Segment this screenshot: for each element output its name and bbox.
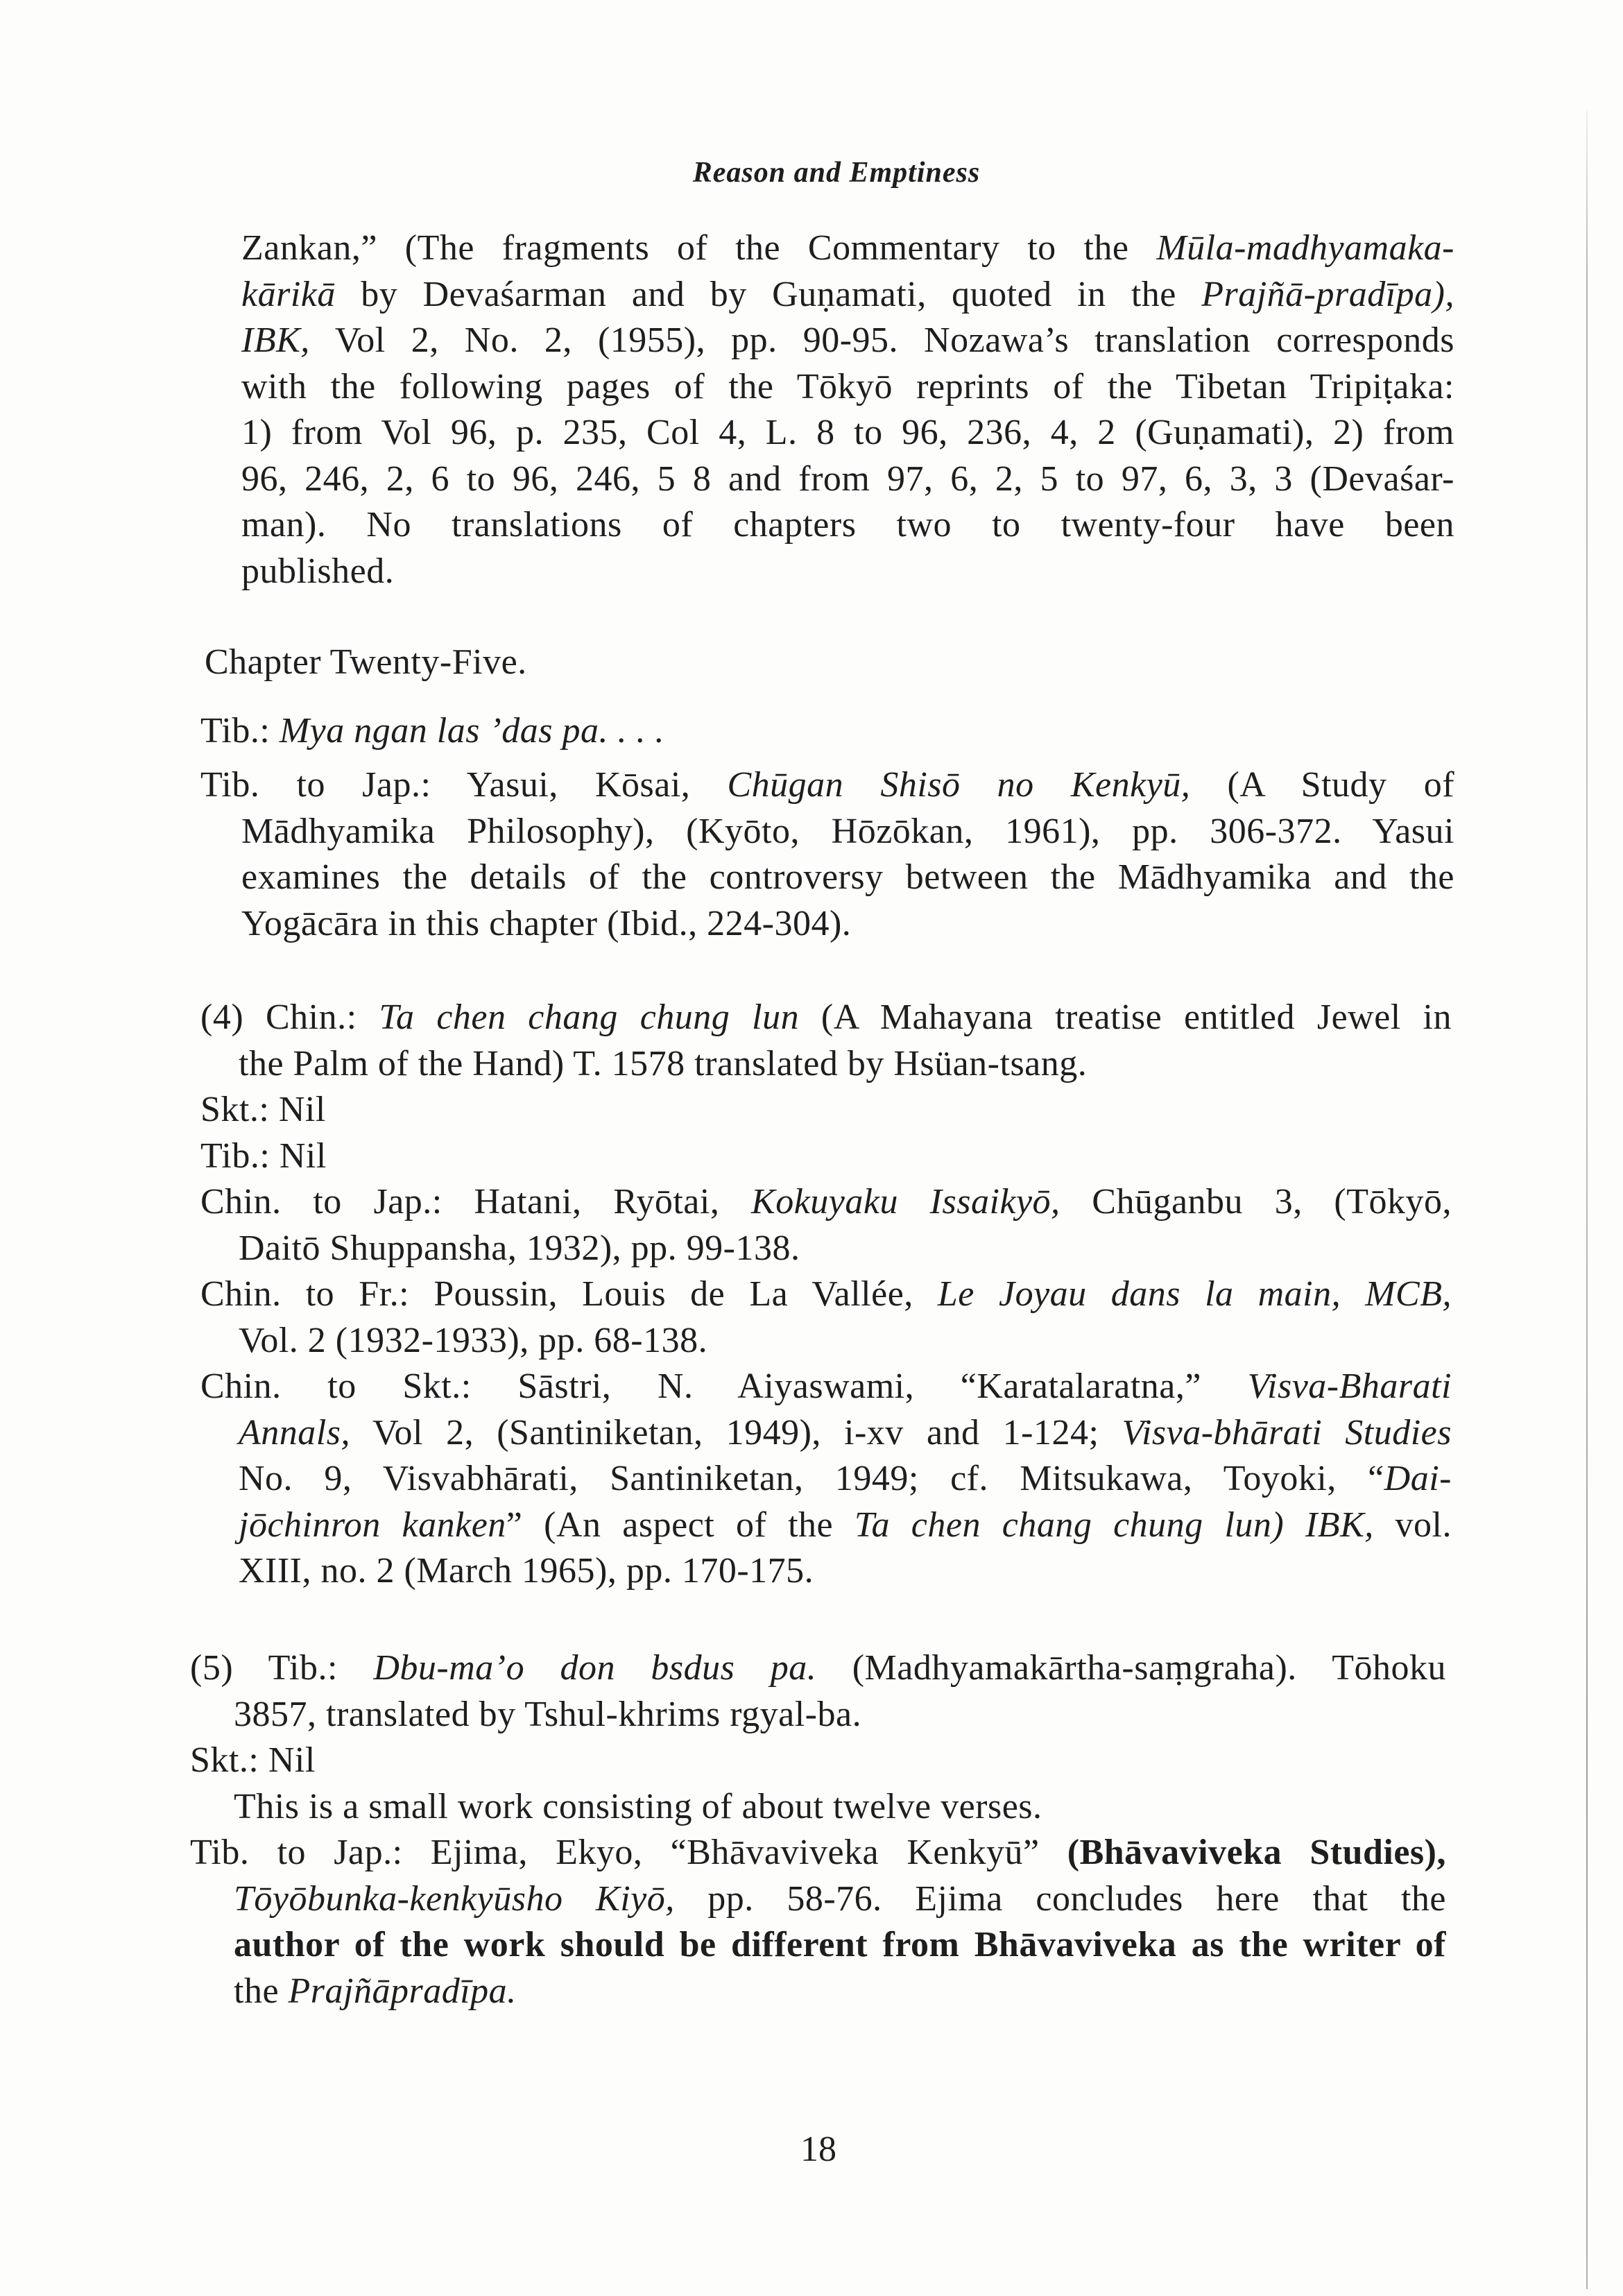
text-run: This is a small work consisting of about twelve verses.	[234, 1786, 1042, 1826]
text-run: (4) Chin.:	[200, 997, 379, 1037]
section-chapter-heading	[205, 640, 1454, 686]
bold-text-run: (Bhāvaviveka Studies),	[1067, 1833, 1446, 1872]
text-line	[241, 225, 1454, 272]
text-line	[200, 1502, 1452, 1549]
text-line	[190, 1876, 1446, 1923]
sanskrit-entry	[200, 1087, 1452, 1133]
text-line	[190, 1645, 1446, 1692]
text-line	[200, 809, 1454, 855]
italic-title-text: Ta chen chang chung lun) IBK,	[854, 1505, 1374, 1545]
scan-page-edge-line	[1586, 111, 1588, 2289]
section-item-4	[200, 995, 1452, 1595]
italic-title-text: Prajñā-pradīpa),	[1201, 274, 1454, 314]
text-line	[200, 1087, 1452, 1133]
text-run: Zankan,” (The fragments of the Commentary to the	[241, 228, 1157, 268]
italic-title-text: Annals,	[239, 1412, 350, 1453]
text-line	[241, 456, 1454, 503]
running-head: Reason and Emptiness	[692, 157, 981, 189]
text-run: 3857, translated by Tshul-khrims rgyal-ba.	[234, 1694, 862, 1734]
text-line	[241, 549, 1454, 595]
bibliography-entry-continuation	[241, 225, 1454, 594]
text-run: vol.	[1373, 1505, 1452, 1545]
text-run: 1) from Vol 96, p. 235, Col 4, L. 8 to 96, 236, 4, 2 (Guṇamati), 2) from	[241, 413, 1454, 452]
text-run: Tib.:	[200, 711, 280, 751]
text-run: Vol 2, (Santiniketan, 1949), i-xv and 1-124;	[350, 1412, 1122, 1453]
text-line	[190, 1830, 1446, 1876]
chinese-entry	[200, 995, 1452, 1087]
entry-note	[190, 1784, 1446, 1831]
tibetan-entry	[200, 708, 1454, 755]
text-line	[200, 901, 1454, 948]
text-line	[200, 995, 1452, 1041]
text-run: Tib. to Jap.: Ejima, Ekyo, “Bhāvaviveka Kenkyū”	[190, 1833, 1067, 1872]
text-line	[241, 410, 1454, 456]
japanese-translation-entry	[200, 762, 1454, 947]
bold-text-run: author of the work should be different from Bhāvaviveka as the writer of	[234, 1925, 1446, 1964]
tibetan-entry	[190, 1645, 1446, 1738]
section-item-5	[190, 1645, 1446, 2014]
italic-title-text: Dbu-ma’o don bsdus pa.	[373, 1648, 817, 1688]
italic-title-text: Prajñāpradīpa.	[288, 1971, 517, 2011]
sanskrit-translation-entry	[200, 1364, 1452, 1595]
text-run: Mādhyamika Philosophy), (Kyōto, Hōzōkan, 1961), pp. 306-372. Yasui	[241, 811, 1454, 851]
text-run: Tib. to Jap.: Yasui, Kōsai,	[200, 765, 728, 805]
text-line	[241, 272, 1454, 318]
section-japanese-translation	[200, 762, 1454, 947]
japanese-translation-entry	[190, 1830, 1446, 2014]
text-line	[200, 1179, 1452, 1226]
french-translation-entry	[200, 1271, 1452, 1364]
text-line	[190, 1692, 1446, 1738]
text-run: Skt.: Nil	[190, 1740, 316, 1780]
japanese-translation-entry	[200, 1179, 1452, 1271]
text-run: XIII, no. 2 (March 1965), pp. 170-175.	[239, 1551, 814, 1591]
text-run: Chapter Twenty-Five.	[205, 642, 527, 682]
text-run: the Palm of the Hand) T. 1578 translated by Hsüan-tsang.	[239, 1043, 1088, 1083]
text-line	[200, 1410, 1452, 1457]
text-run: Skt.: Nil	[200, 1090, 326, 1129]
italic-title-text: Dai-	[1384, 1459, 1452, 1498]
text-line	[190, 1922, 1446, 1969]
text-run: Daitō Shuppansha, 1932), pp. 99-138.	[239, 1228, 800, 1268]
text-run: (A Study of	[1190, 765, 1455, 805]
text-run: 96, 246, 2, 6 to 96, 246, 5 8 and from 97, 6, 2, 5 to 97, 6, 3, 3 (Devaśar-	[241, 459, 1454, 499]
text-run: No. 9, Visvabhārati, Santiniketan, 1949; cf. Mitsukawa, Toyoki, “	[239, 1459, 1384, 1498]
text-line	[205, 640, 1454, 686]
text-run: Vol. 2 (1932-1933), pp. 68-138.	[239, 1320, 708, 1360]
text-line	[200, 708, 1454, 755]
text-line	[241, 318, 1454, 364]
italic-title-text: Mūla-madhyamaka-	[1156, 228, 1454, 268]
italic-title-text: Visva-Bharati	[1247, 1367, 1452, 1406]
text-run: (5) Tib.:	[190, 1648, 374, 1688]
italic-title-text: IBK,	[241, 320, 310, 360]
text-run: Tib.: Nil	[200, 1136, 327, 1176]
text-line	[200, 1133, 1452, 1180]
text-run: pp. 58-76. Ejima concludes here that the	[674, 1878, 1446, 1919]
italic-title-text: jōchinron kanken	[239, 1505, 506, 1545]
text-line	[190, 1738, 1446, 1784]
italic-title-text: Chūgan Shisō no Kenkyū,	[727, 765, 1191, 805]
italic-title-text: Kokuyaku Issaikyō,	[751, 1182, 1060, 1222]
text-run: Vol 2, No. 2, (1955), pp. 90-95. Nozawa’s translation corresponds	[309, 320, 1454, 360]
text-line	[200, 1364, 1452, 1410]
text-run: Chin. to Jap.: Hatani, Ryōtai,	[200, 1182, 752, 1222]
chapter-heading	[205, 640, 1454, 686]
text-line	[241, 502, 1454, 549]
italic-title-text: kārikā	[241, 274, 336, 314]
italic-title-text: Ta chen chang chung lun	[379, 997, 800, 1037]
italic-title-text: Tōyōbunka-kenkyūsho Kiyō,	[234, 1878, 675, 1919]
text-run: (A Mahayana treatise entitled Jewel in	[799, 997, 1452, 1037]
text-line	[190, 1969, 1446, 2015]
text-line	[200, 1548, 1452, 1595]
text-run: Yogācāra in this chapter (Ibid., 224-304).	[241, 903, 852, 943]
text-line	[200, 855, 1454, 901]
text-run: man). No translations of chapters two to twenty-four have been	[241, 505, 1454, 545]
section-commentary-continuation	[241, 225, 1454, 594]
section-tibetan-title	[200, 708, 1454, 755]
text-line	[200, 1456, 1452, 1502]
text-run: (Madhyamakārtha-saṃgraha). Tōhoku	[816, 1648, 1446, 1688]
italic-title-text: Le Joyau dans la main, MCB,	[937, 1274, 1452, 1314]
text-run: by Devaśarman and by Guṇamati, quoted in the	[335, 274, 1202, 314]
page-number: 18	[800, 2130, 836, 2169]
text-run: examines the details of the controversy between the Mādhyamika and the	[241, 857, 1454, 897]
text-run: the	[234, 1971, 289, 2011]
text-run: Chin. to Skt.: Sāstri, N. Aiyaswami, “Karatalaratna,”	[200, 1367, 1248, 1406]
text-run: ” (An aspect of the	[506, 1505, 855, 1545]
text-run: published.	[241, 551, 395, 591]
italic-title-text: Visva-bhārati Studies	[1122, 1412, 1452, 1453]
tibetan-entry	[200, 1133, 1452, 1180]
italic-title-text: Mya ngan las ’das pa. . . .	[279, 711, 664, 751]
text-line	[200, 1041, 1452, 1088]
text-line	[190, 1784, 1446, 1831]
text-line	[200, 1318, 1452, 1364]
text-line	[200, 1226, 1452, 1272]
text-run: with the following pages of the Tōkyō reprints of the Tibetan Tripiṭaka:	[241, 366, 1454, 406]
text-line	[200, 1271, 1452, 1318]
text-line	[200, 762, 1454, 809]
sanskrit-entry	[190, 1738, 1446, 1784]
text-line	[241, 364, 1454, 411]
text-run: Chūganbu 3, (Tōkyō,	[1060, 1182, 1452, 1222]
text-run: Chin. to Fr.: Poussin, Louis de La Vallée,	[200, 1274, 938, 1314]
